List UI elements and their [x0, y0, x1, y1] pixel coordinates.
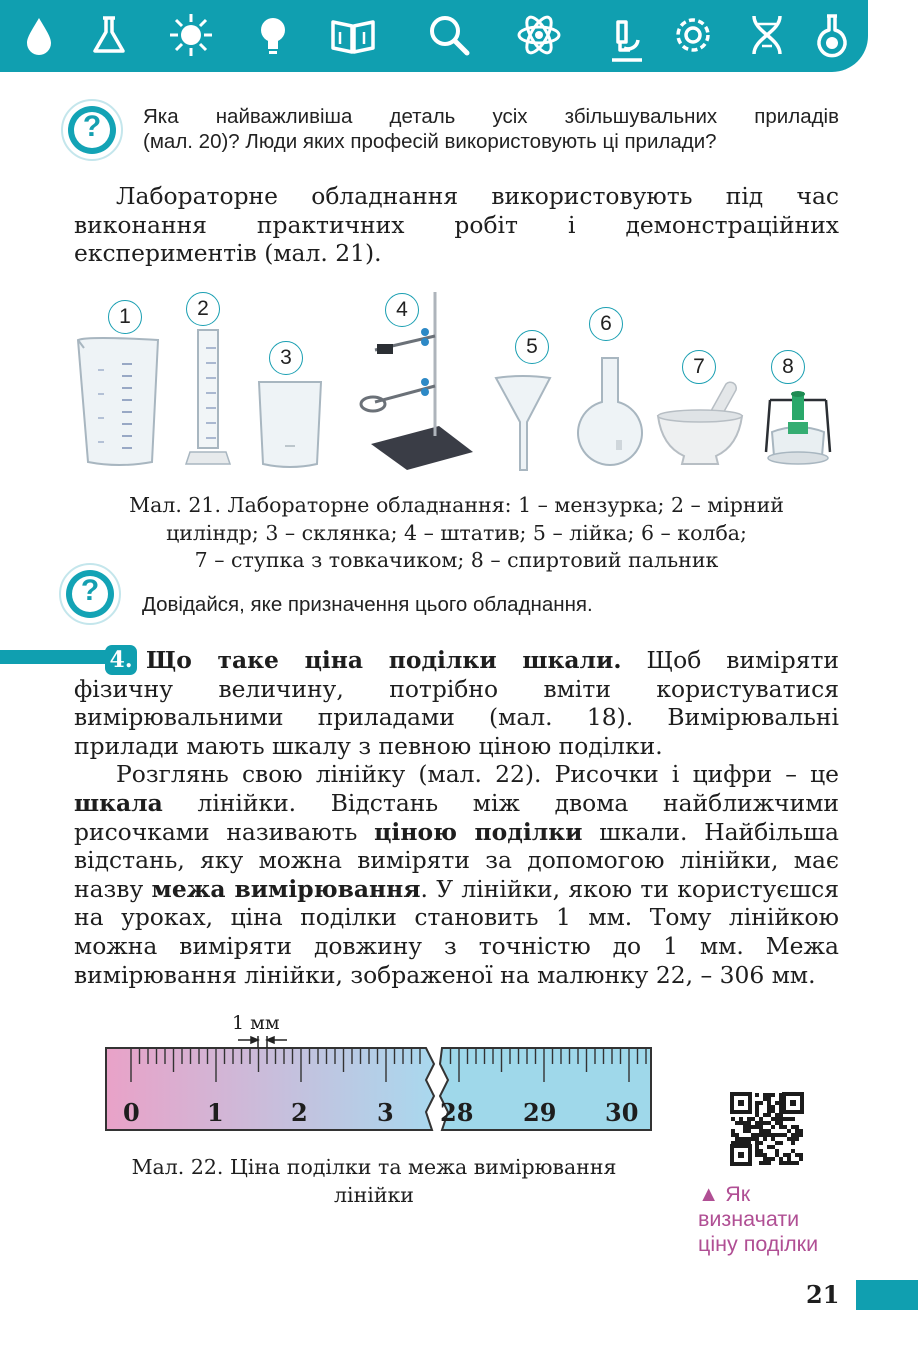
- text-run: шкали. Найбільша відстань, яку можна виміряти за допомогою лінійки, має назву: [74, 817, 839, 903]
- qr-module: [771, 1137, 775, 1141]
- text-run: . У лінійки, якою ти користуєшся на уроках, ціна поділки становить 1 мм. Тому лінійкою можна виміряти довжину з точністю до 1 мм. Межа вимірювання лінійки, зображеної на малюнку 22, – 306 мм.: [74, 874, 839, 989]
- qr-module: [747, 1121, 751, 1125]
- ruler-label: 29: [523, 1098, 557, 1127]
- qr-module: [775, 1149, 779, 1153]
- qr-module: [755, 1145, 759, 1149]
- question-line-1: Яка найважливіша деталь усіх збільшувальних приладів: [143, 105, 839, 128]
- equipment-number: 4: [385, 293, 419, 327]
- measuring-jug-image: [74, 334, 164, 470]
- question-mark: ?: [82, 110, 102, 143]
- qr-module: [755, 1125, 759, 1129]
- qr-module: [795, 1125, 799, 1129]
- text-run: лінійки. Відстань між двома найближчими рисочками називають: [74, 788, 839, 846]
- qr-module: [767, 1161, 771, 1165]
- section-number: 4.: [105, 645, 137, 675]
- round-flask-image: [574, 356, 646, 470]
- caption-line-3: 7 – ступка з товкачиком; 8 – спиртовий пальник: [194, 548, 719, 572]
- section-4-paragraph-2: [74, 760, 839, 989]
- qr-module: [743, 1121, 747, 1125]
- dna-icon: [742, 10, 792, 60]
- flask-icon: [84, 10, 134, 60]
- qr-module: [751, 1133, 755, 1137]
- qr-module: [795, 1153, 799, 1157]
- qr-module: [799, 1157, 803, 1161]
- qr-module: [767, 1157, 771, 1161]
- ruler-label: 30: [605, 1098, 639, 1127]
- qr-module: [731, 1129, 735, 1133]
- gear-icon: [668, 10, 718, 60]
- qr-module: [755, 1141, 759, 1145]
- qr-module: [779, 1133, 783, 1137]
- qr-module: [755, 1113, 759, 1117]
- equipment-number: 8: [771, 350, 805, 384]
- qr-module: [783, 1153, 787, 1157]
- qr-module: [779, 1141, 783, 1145]
- question-2-text: Довідайся, яке призначення цього обладнання.: [142, 593, 593, 616]
- qr-module: [755, 1101, 759, 1105]
- qr-module: [735, 1137, 739, 1141]
- qr-module: [763, 1153, 767, 1157]
- qr-module: [763, 1137, 767, 1141]
- qr-module: [783, 1117, 787, 1121]
- qr-module: [759, 1153, 763, 1157]
- qr-module: [791, 1125, 795, 1129]
- equipment-number: 3: [269, 341, 303, 375]
- qr-module: [755, 1137, 759, 1141]
- qr-module: [771, 1105, 775, 1109]
- qr-module: [771, 1109, 775, 1113]
- qr-module: [771, 1157, 775, 1161]
- qr-module: [775, 1153, 779, 1157]
- qr-module: [779, 1121, 783, 1125]
- qr-module: [739, 1117, 743, 1121]
- question-mark: ?: [80, 574, 100, 607]
- qr-module: [775, 1101, 779, 1105]
- qr-module: [763, 1133, 767, 1137]
- qr-module: [783, 1161, 787, 1165]
- qr-module: [779, 1125, 783, 1129]
- qr-module: [751, 1117, 755, 1121]
- qr-module: [767, 1129, 771, 1133]
- term-division-value: ціною поділки: [374, 817, 583, 846]
- qr-module: [767, 1097, 771, 1101]
- drop-icon: [14, 10, 64, 60]
- qr-module: [755, 1153, 759, 1157]
- qr-module: [743, 1137, 747, 1141]
- qr-module: [763, 1129, 767, 1133]
- qr-module: [775, 1141, 779, 1145]
- qr-module: [763, 1113, 767, 1117]
- ruler-label: 2: [291, 1098, 308, 1127]
- equipment-number: 5: [515, 330, 549, 364]
- qr-module: [759, 1125, 763, 1129]
- qr-module: [787, 1129, 791, 1133]
- qr-module: [759, 1117, 763, 1121]
- qr-module: [787, 1117, 791, 1121]
- qr-module: [735, 1121, 739, 1125]
- section-4-p1-text: Щоб виміряти фізичну величину, потрібно вміти користуватися вимірювальними приладами (мал. 18). Вимірювальні прилади мають шкалу з певною ціною поділки.: [74, 646, 839, 760]
- qr-module: [735, 1133, 739, 1137]
- qr-module: [791, 1133, 795, 1137]
- book-icon: [328, 10, 378, 60]
- qr-module: [759, 1149, 763, 1153]
- qr-module: [767, 1113, 771, 1117]
- caption-line-2: лінійки: [334, 1182, 414, 1207]
- qr-module: [751, 1137, 755, 1141]
- qr-module: [767, 1145, 771, 1149]
- sun-icon: [166, 10, 216, 60]
- qr-module: [755, 1109, 759, 1113]
- page-number: 21: [806, 1280, 840, 1309]
- ruler-label: 0: [123, 1098, 140, 1127]
- qr-code[interactable]: [730, 1092, 804, 1166]
- graduated-cylinder-image: [182, 328, 234, 470]
- qr-module: [763, 1093, 767, 1097]
- qr-module: [759, 1161, 763, 1165]
- division-annotation: 1 мм: [232, 1012, 280, 1034]
- qr-module: [791, 1141, 795, 1145]
- term-measurement-limit: межа вимірювання: [151, 874, 421, 903]
- section-4-paragraph-1: [74, 646, 839, 760]
- qr-module: [747, 1125, 751, 1129]
- qr-module: [787, 1153, 791, 1157]
- qr-module: [759, 1101, 763, 1105]
- qr-module: [787, 1161, 791, 1165]
- qr-module: [771, 1093, 775, 1097]
- qr-module: [799, 1133, 803, 1137]
- qr-module: [739, 1137, 743, 1141]
- qr-module: [791, 1137, 795, 1141]
- qr-module: [763, 1097, 767, 1101]
- qr-module: [799, 1129, 803, 1133]
- top-icon-bar: [0, 0, 868, 72]
- qr-module: [775, 1113, 779, 1117]
- magnifier-icon: [424, 10, 474, 60]
- qr-module: [755, 1133, 759, 1137]
- qr-module: [795, 1129, 799, 1133]
- qr-module: [759, 1129, 763, 1133]
- qr-module: [787, 1157, 791, 1161]
- funnel-image: [494, 374, 552, 472]
- qr-module: [779, 1117, 783, 1121]
- equipment-number: 2: [186, 292, 220, 326]
- qr-module: [767, 1101, 771, 1105]
- lab-stand-image: [355, 286, 475, 470]
- intro-paragraph: [74, 182, 839, 268]
- beaker-image: [255, 378, 325, 470]
- figure-22-caption: [96, 1154, 652, 1209]
- text-run: Розглянь свою лінійку (мал. 22). Рисочки і цифри – це: [116, 760, 839, 789]
- atom-icon: [514, 10, 564, 60]
- caption-line-1: Мал. 22. Ціна поділки та межа вимірювання: [131, 1155, 617, 1179]
- qr-module: [787, 1137, 791, 1141]
- qr-module: [763, 1157, 767, 1161]
- question-line-2: (мал. 20)? Люди яких професій використовують ці прилади?: [143, 130, 717, 153]
- qr-module: [771, 1117, 775, 1121]
- qr-module: [755, 1121, 759, 1125]
- qr-caption[interactable]: ▲ Як визначати ціну поділки: [698, 1182, 819, 1256]
- qr-module: [747, 1137, 751, 1141]
- qr-module: [783, 1125, 787, 1129]
- qr-module: [775, 1117, 779, 1121]
- qr-module: [747, 1117, 751, 1121]
- qr-module: [759, 1121, 763, 1125]
- ruler-label: 28: [440, 1098, 474, 1127]
- caption-line-1: Мал. 21. Лабораторне обладнання: 1 – мензурка; 2 – мірний: [129, 493, 784, 517]
- qr-module: [795, 1161, 799, 1165]
- qr-module: [795, 1133, 799, 1137]
- microscope-icon: [600, 16, 650, 66]
- qr-module: [759, 1133, 763, 1137]
- qr-module: [767, 1133, 771, 1137]
- section-4-text: [74, 646, 839, 989]
- mortar-pestle-image: [656, 380, 744, 470]
- qr-module: [731, 1133, 735, 1137]
- qr-module: [791, 1149, 795, 1153]
- qr-module: [763, 1121, 767, 1125]
- qr-module: [767, 1093, 771, 1097]
- qr-module: [771, 1145, 775, 1149]
- qr-module: [767, 1121, 771, 1125]
- qr-module: [743, 1129, 747, 1133]
- qr-module: [799, 1153, 803, 1157]
- qr-module: [755, 1105, 759, 1109]
- qr-module: [775, 1121, 779, 1125]
- qr-module: [779, 1161, 783, 1165]
- term-scale: шкала: [74, 788, 163, 817]
- intro-text: Лабораторне обладнання використовують під час виконання практичних робіт і демонстраційних експериментів (мал. 21).: [74, 182, 839, 268]
- equipment-number: 1: [108, 300, 142, 334]
- qr-module: [751, 1125, 755, 1129]
- qr-module: [779, 1157, 783, 1161]
- qr-module: [739, 1121, 743, 1125]
- qr-module: [759, 1141, 763, 1145]
- section-title: Що таке ціна поділки шкали.: [146, 646, 622, 674]
- page-number-bar: [856, 1280, 918, 1310]
- lightbulb-icon: [248, 10, 298, 60]
- spirit-burner-image: [762, 382, 834, 470]
- qr-module: [755, 1149, 759, 1153]
- qr-module: [783, 1133, 787, 1137]
- caption-line-2: циліндр; 3 – склянка; 4 – штатив; 5 – лійка; 6 – колба;: [166, 520, 747, 545]
- qr-module: [767, 1105, 771, 1109]
- qr-module: [743, 1125, 747, 1129]
- equipment-number: 7: [682, 350, 716, 384]
- qr-module: [791, 1117, 795, 1121]
- question-text: [143, 104, 839, 154]
- ruler-label: 3: [377, 1098, 394, 1127]
- qr-module: [775, 1133, 779, 1137]
- qr-module: [767, 1109, 771, 1113]
- qr-module: [731, 1117, 735, 1121]
- qr-module: [771, 1125, 775, 1129]
- qr-module: [771, 1133, 775, 1137]
- figure-21-caption: [74, 492, 839, 575]
- round-flask-icon: [806, 10, 856, 60]
- qr-module: [747, 1129, 751, 1133]
- qr-module: [791, 1161, 795, 1165]
- qr-module: [755, 1093, 759, 1097]
- equipment-number: 6: [589, 307, 623, 341]
- qr-module: [763, 1161, 767, 1165]
- ruler-label: 1: [207, 1098, 224, 1127]
- qr-module: [795, 1137, 799, 1141]
